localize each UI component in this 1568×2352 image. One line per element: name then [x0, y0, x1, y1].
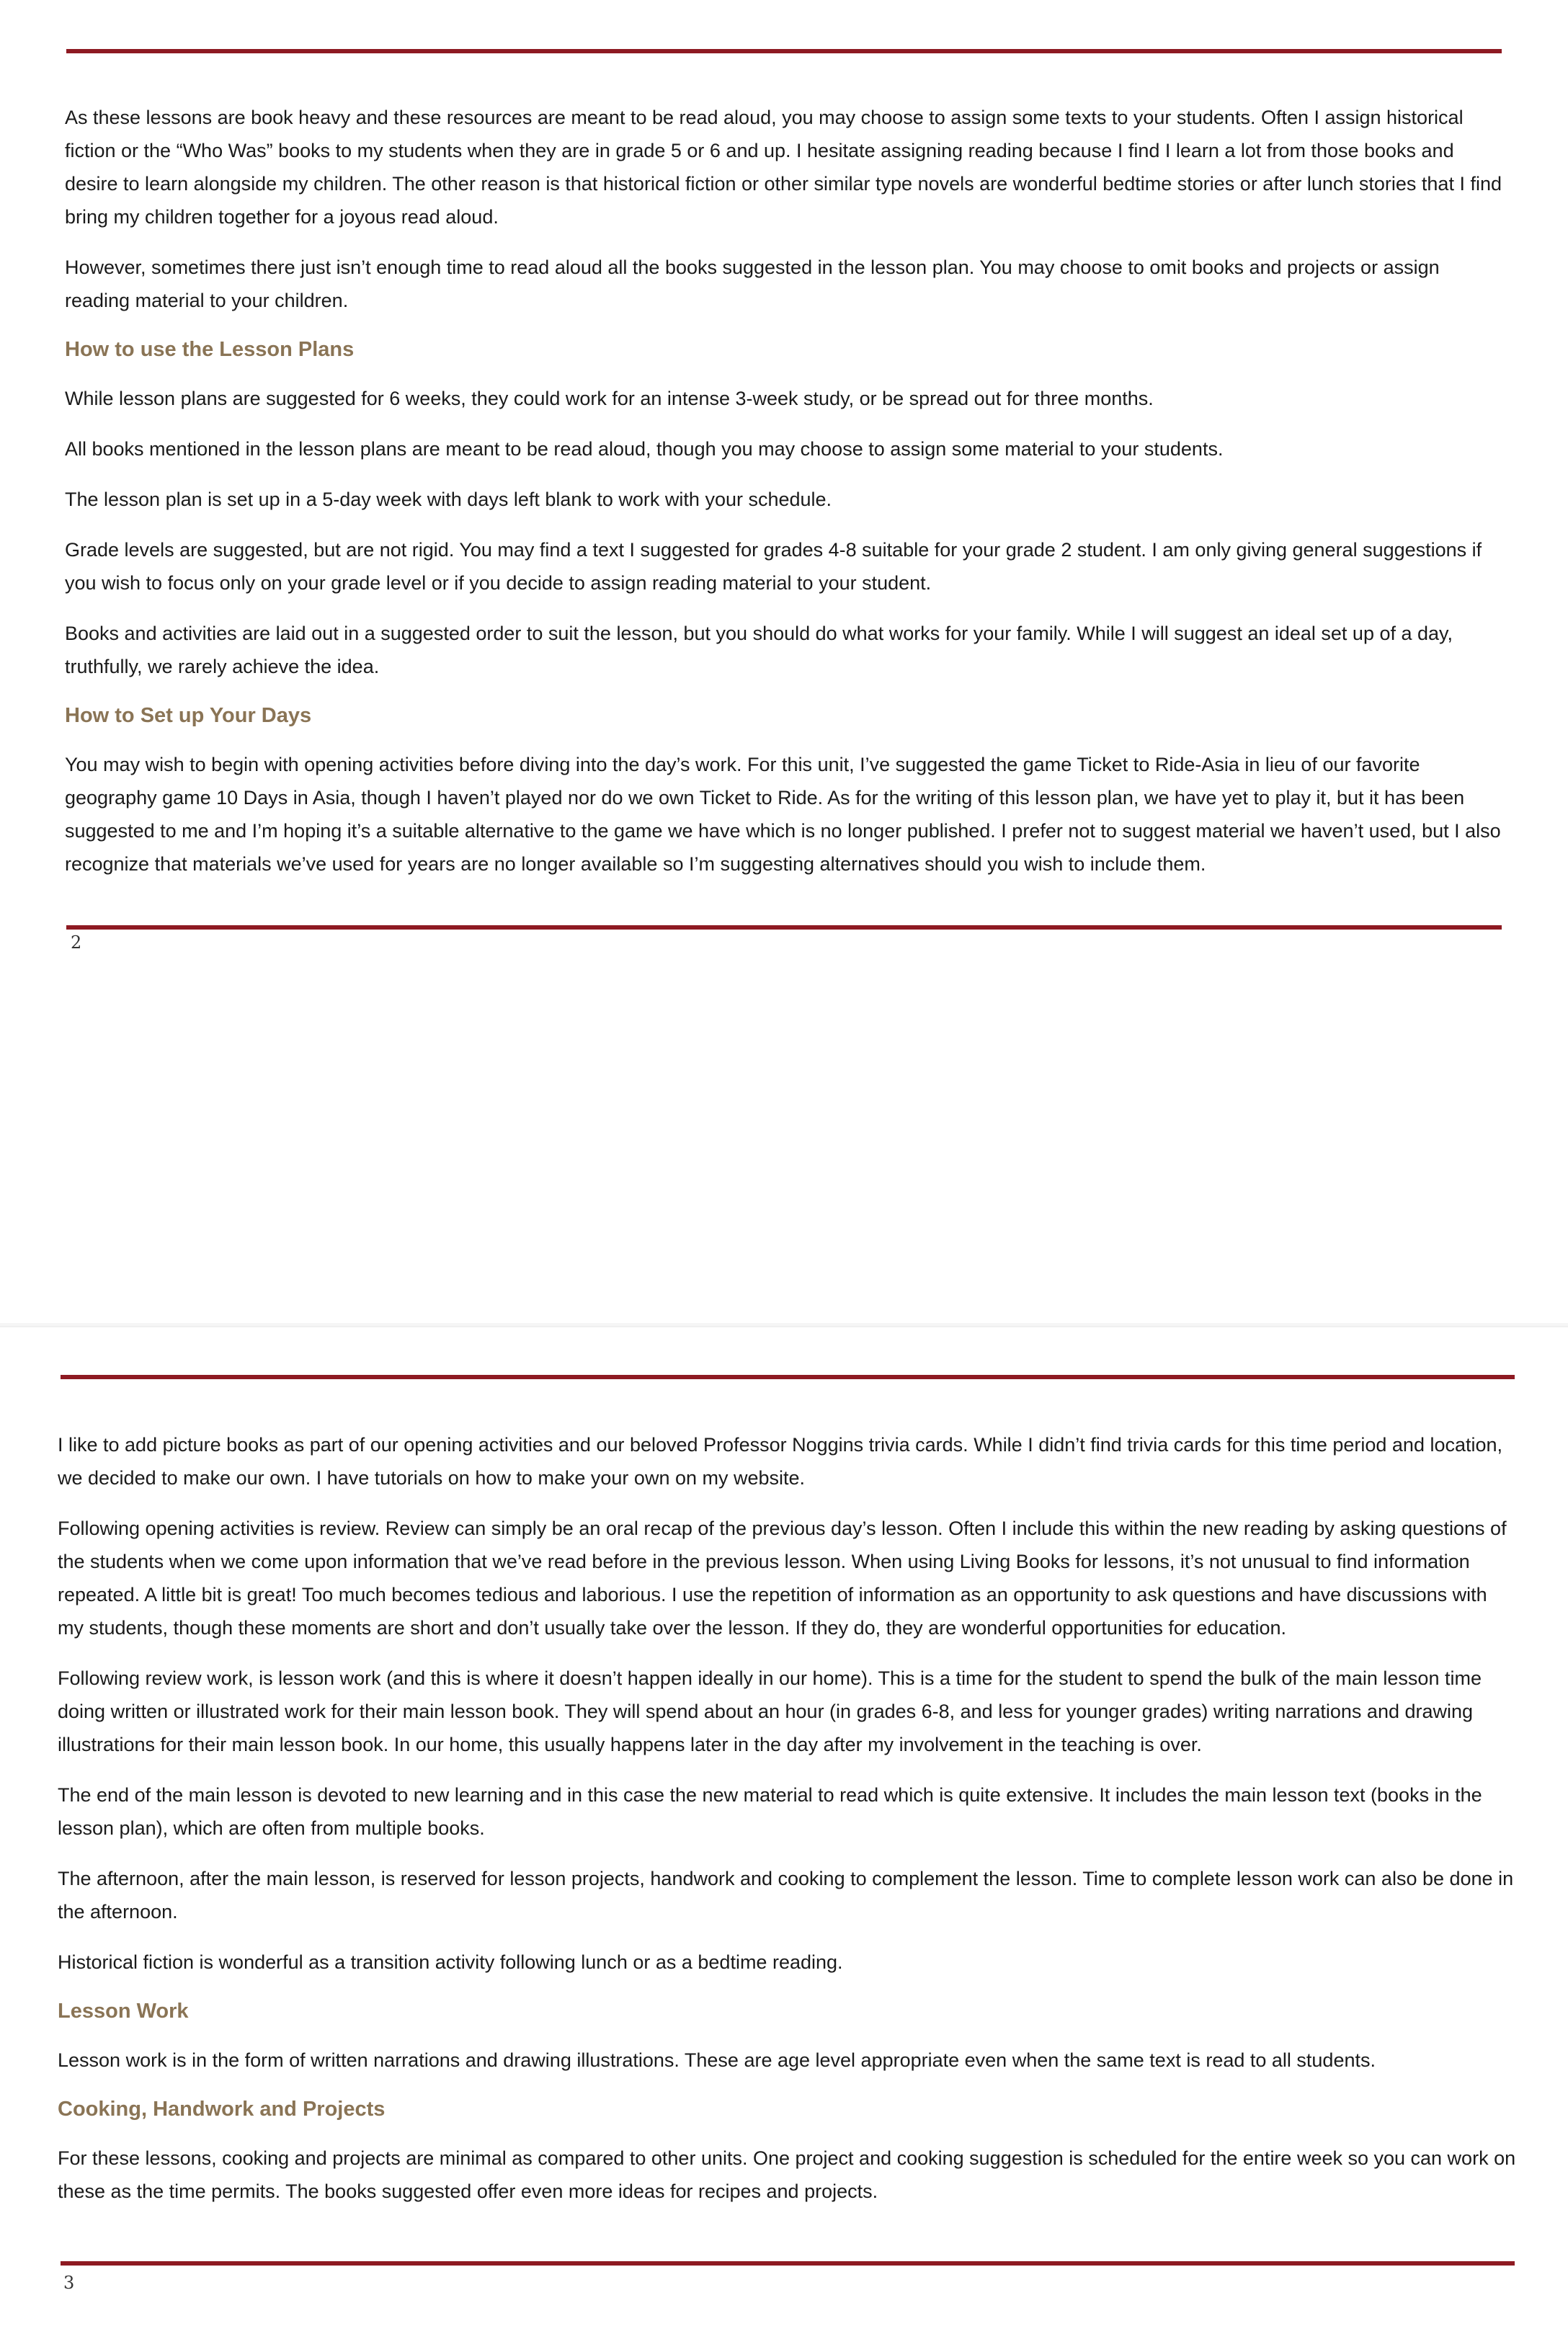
- paragraph: For these lessons, cooking and projects are minimal as compared to other units. One project and cooking suggestion is scheduled for the entire week so you can work on these as the time permits. The books suggested offer even more ideas for recipes and projects.: [58, 2147, 1516, 2202]
- paragraph: Following review work, is lesson work (and this is where it doesn’t happen ideally in our home). This is a time for the student to spend the bulk of the main lesson time doing written or illustrated work for their main lesson book. They will spend about an hour (in grades 6-8, and less for younger grades) writing narrations and drawing illustrations for their main lesson book. In our home, this usually happens later in the day after my involvement in the teaching is over.: [58, 1667, 1482, 1755]
- paragraph: While lesson plans are suggested for 6 weeks, they could work for an intense 3-week study, or be spread out for three months.: [65, 388, 1154, 409]
- section-heading: How to Set up Your Days: [65, 704, 312, 727]
- paragraph: All books mentioned in the lesson plans are meant to be read aloud, though you may choose to assign some material to your students.: [65, 438, 1224, 460]
- paragraph: Following opening activities is review. Review can simply be an oral recap of the previous day’s lesson. Often I include this within the new reading by asking questions of the students when we come upon information that we’ve read before in the previous lesson. When using Living Books for lessons, it’s not unusual to find information repeated. A little bit is great! Too much becomes tedious and laborious. I use the repetition of information as an opportunity to ask questions and have discussions with my students, though these moments are short and don’t usually take over the lesson. If they do, they are wonderful opportunities for education.: [58, 1518, 1507, 1639]
- page-2-body: [65, 101, 1503, 898]
- page-3: [0, 1326, 1568, 2352]
- page-number: 3: [63, 2273, 75, 2293]
- paragraph: The end of the main lesson is devoted to new learning and in this case the new material to read which is quite extensive. It includes the main lesson text (books in the lesson plan), which are often from multiple books.: [58, 1784, 1482, 1839]
- paragraph: The afternoon, after the main lesson, is reserved for lesson projects, handwork and cooking to complement the lesson. Time to complete lesson work can also be done in the afternoon.: [58, 1868, 1514, 1923]
- paragraph: Lesson work is in the form of written narrations and drawing illustrations. These are age level appropriate even when the same text is read to all students.: [58, 2049, 1376, 2071]
- paragraph: Grade levels are suggested, but are not rigid. You may find a text I suggested for grades 4-8 suitable for your grade 2 student. I am only giving general suggestions if you wish to focus only on your grade level or if you decide to assign reading material to your student.: [65, 539, 1482, 594]
- footer-rule: [66, 925, 1502, 930]
- paragraph: Historical fiction is wonderful as a transition activity following lunch or as a bedtime reading.: [58, 1951, 843, 1973]
- footer-rule: [61, 2261, 1515, 2266]
- page-3-body: [58, 1428, 1516, 2225]
- header-rule: [61, 1375, 1515, 1379]
- section-heading: Lesson Work: [58, 2000, 189, 2023]
- page-number: 2: [71, 932, 82, 953]
- section-heading: How to use the Lesson Plans: [65, 338, 355, 361]
- paragraph: Books and activities are laid out in a suggested order to suit the lesson, but you should do what works for your family. While I will suggest an ideal set up of a day, truthfully, we rarely achieve the idea.: [65, 623, 1453, 677]
- section-heading: Cooking, Handwork and Projects: [58, 2098, 386, 2121]
- paragraph: The lesson plan is set up in a 5-day week with days left blank to work with your schedule.: [65, 489, 832, 510]
- header-rule: [66, 49, 1502, 53]
- paragraph: I like to add picture books as part of our opening activities and our beloved Professor Noggins trivia cards. While I didn’t find trivia cards for this time period and location, we decided to make our own. I have tutorials on how to make your own on my website.: [58, 1434, 1503, 1489]
- paragraph: As these lessons are book heavy and these resources are meant to be read aloud, you may choose to assign some texts to your students. Often I assign historical fiction or the “Who Was” books to my students when they are in grade 5 or 6 and up. I hesitate assigning reading because I find I learn a lot from those books and desire to learn alongside my children. The other reason is that historical fiction or other similar type novels are wonderful bedtime stories or after lunch stories that I find bring my children together for a joyous read aloud.: [65, 107, 1502, 228]
- paragraph: You may wish to begin with opening activities before diving into the day’s work. For this unit, I’ve suggested the game Ticket to Ride-Asia in lieu of our favorite geography game 10 Days in Asia, though I haven’t played nor do we own Ticket to Ride. As for the writing of this lesson plan, we have yet to play it, but it has been suggested to me and I’m hoping it’s a suitable alternative to the game we have which is no longer published. I prefer not to suggest material we haven’t used, but I also recognize that materials we’ve used for years are no longer available so I’m suggesting alternatives should you wish to include them.: [65, 754, 1501, 875]
- paragraph: However, sometimes there just isn’t enough time to read aloud all the books suggested in the lesson plan. You may choose to omit books and projects or assign reading material to your children.: [65, 257, 1440, 311]
